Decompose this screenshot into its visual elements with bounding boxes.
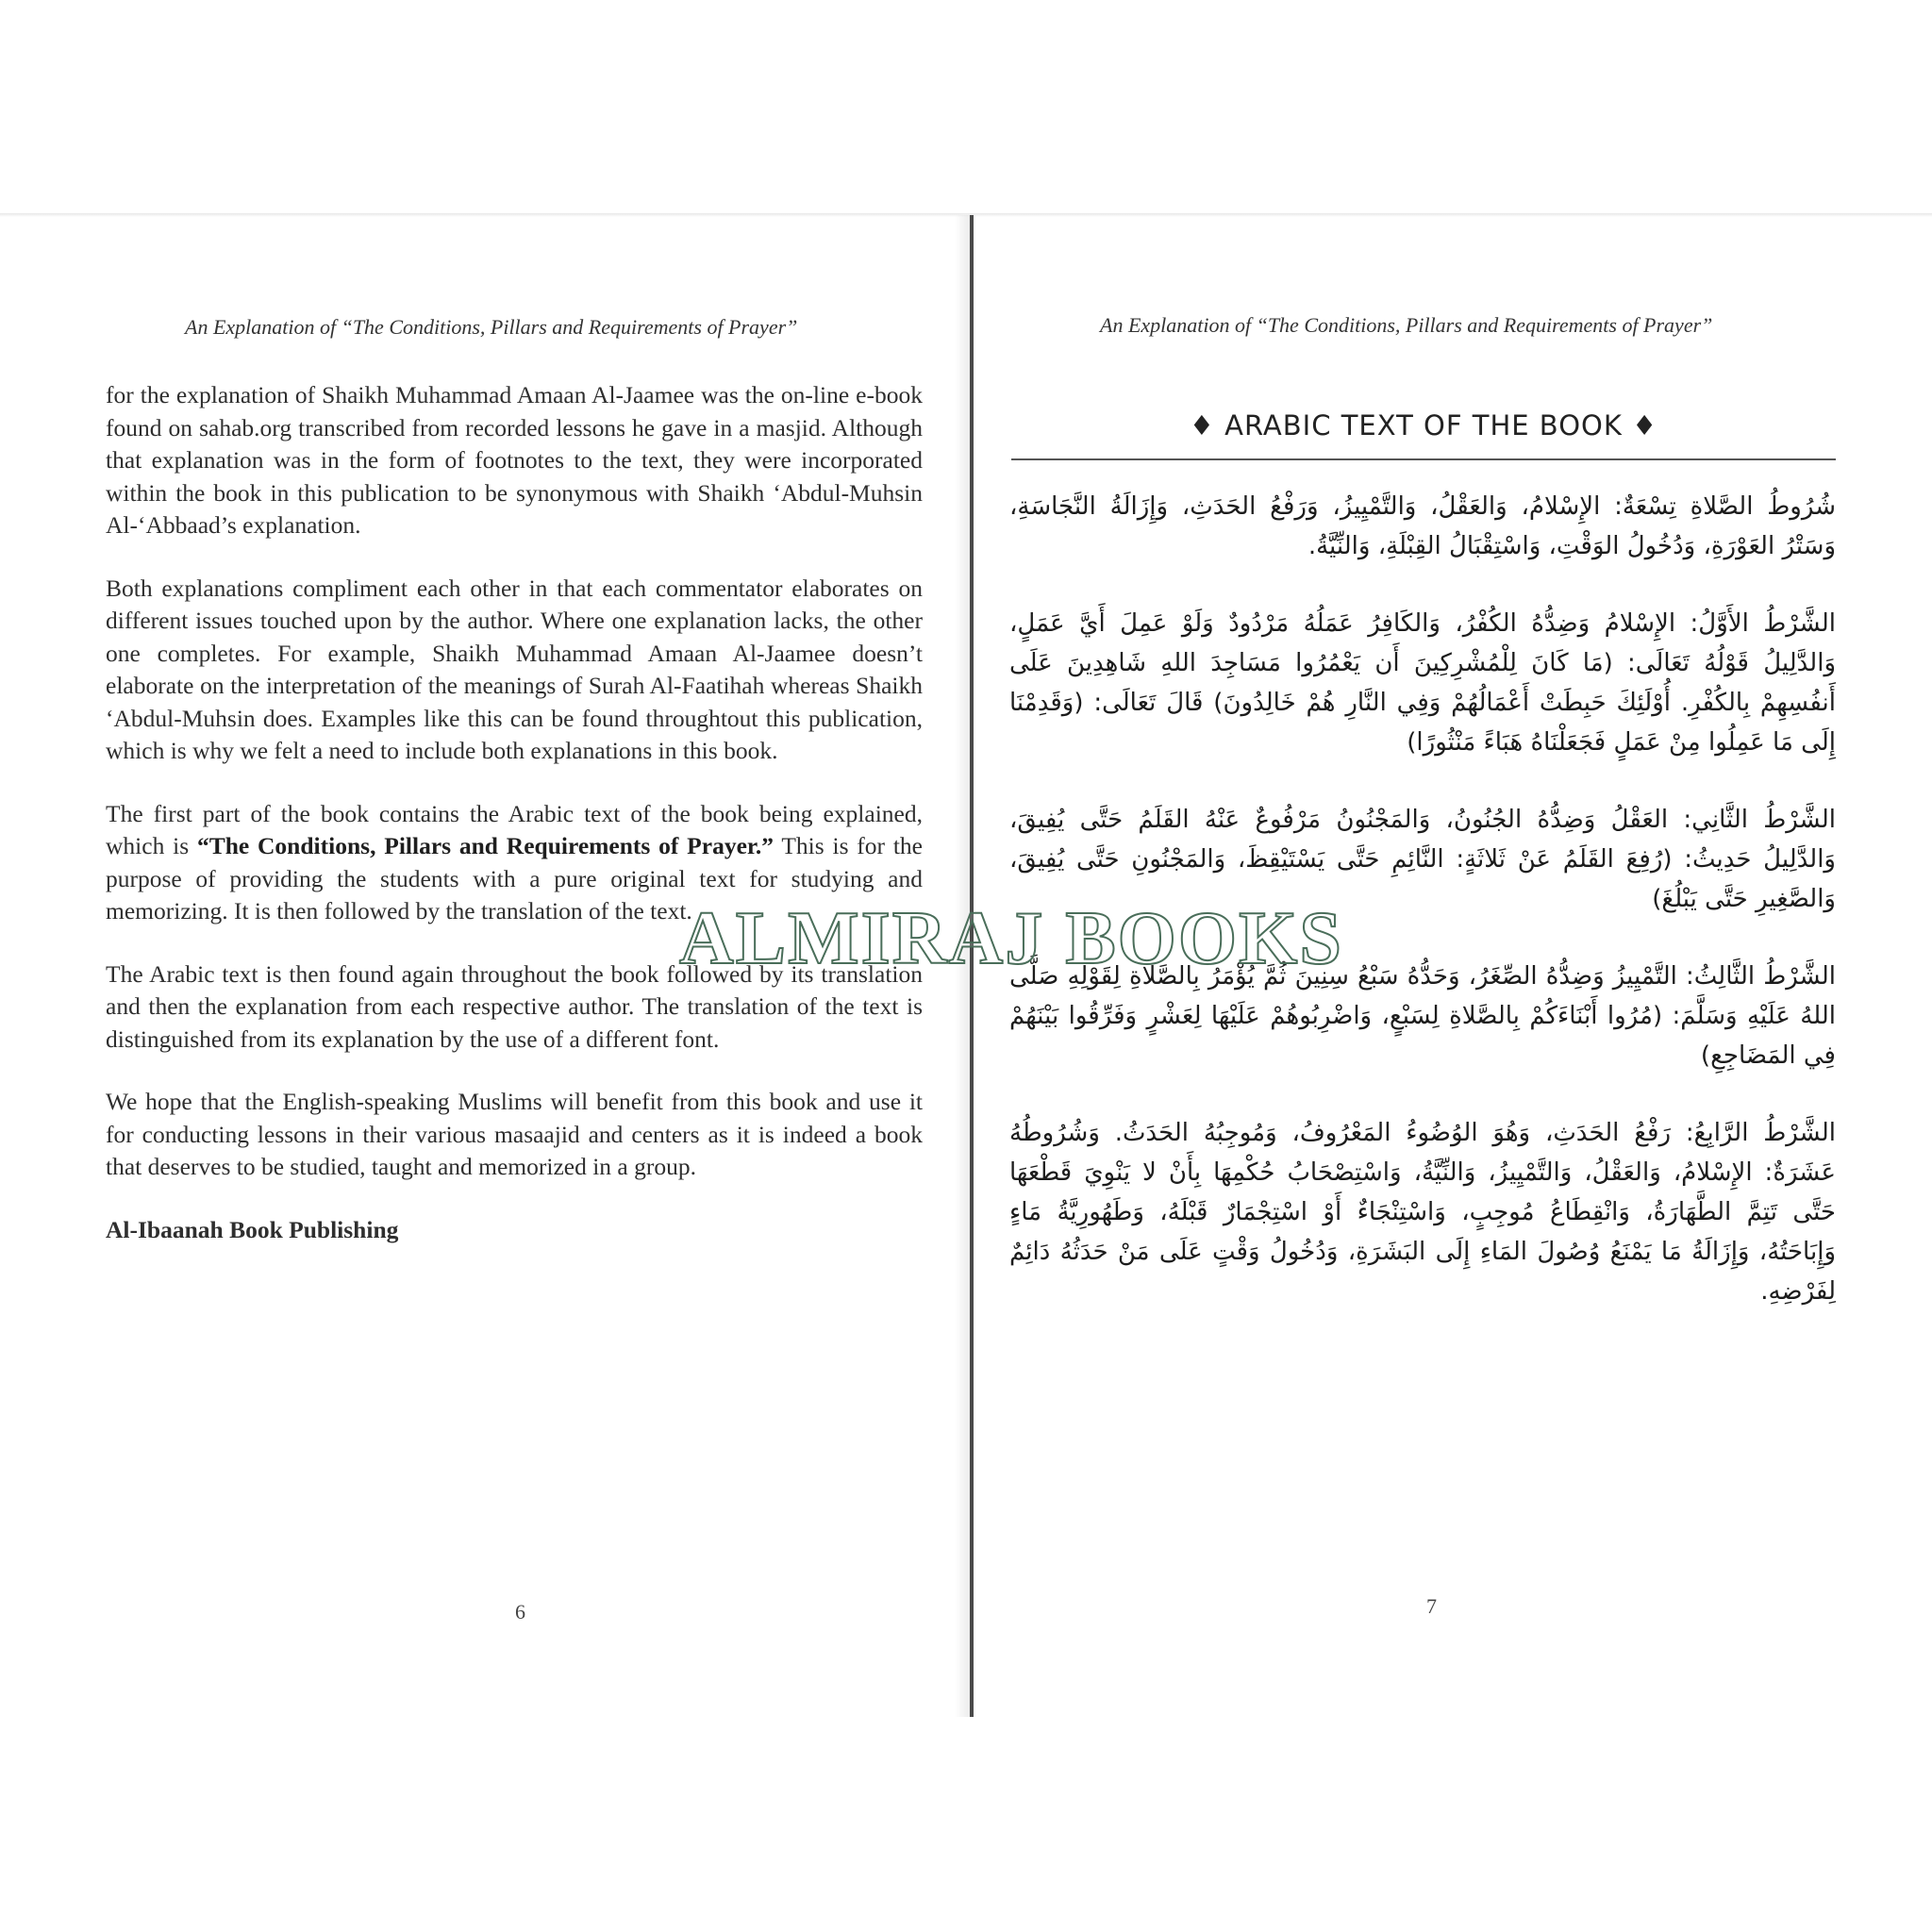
- arabic-paragraph: الشَّرْطُ الأَوَّلُ: الإِسْلامُ وَضِدُّهُ الكُفْرُ، وَالكَافِرُ عَمَلُهُ مَرْدُودٌ وَلَوْ عَمِلَ أَيَّ عَمَلٍ، وَالدَّلِيلُ قَوْلُهُ تَعَالَى: (مَا كَانَ لِلْمُشْرِكِينَ أَن يَعْمُرُوا مَسَاجِدَ اللهِ شَاهِدِينَ عَلَى أَنفُسِهِمْ بِالكُفْرِ. أُوْلَئِكَ حَبِطَتْ أَعْمَالُهُمْ وَفِي النَّارِ هُمْ خَالِدُونَ) قَالَ تَعَالَى: (وَقَدِمْنَا إِلَى مَا عَمِلُوا مِنْ عَمَلٍ فَجَعَلْنَاهُ هَبَاءً مَنْثُورًا): [1009, 609, 1836, 757]
- book-spine: [970, 215, 974, 1717]
- arabic-paragraph: شُرُوطُ الصَّلاةِ تِسْعَةٌ: الإِسْلامُ، وَالعَقْلُ، وَالتَّمْيِيزُ، وَرَفْعُ الحَدَثِ، وَإِزَالَةُ النَّجَاسَةِ، وَسَتْرُ العَوْرَةِ، وَدُخُولُ الوَقْتِ، وَاسْتِقْبَالُ القِبْلَةِ، وَالنِّيَّةُ.: [1009, 492, 1836, 560]
- arabic-paragraph: الشَّرْطُ الثَّانِي: العَقْلُ وَضِدُّهُ الجُنُونُ، وَالمَجْنُونُ مَرْفُوعٌ عَنْهُ القَلَمُ حَتَّى يُفِيقَ، وَالدَّلِيلُ حَدِيثُ: (رُفِعَ القَلَمُ عَنْ ثَلاثَةٍ: النَّائِمِ حَتَّى يَسْتَيْقِظَ، وَالمَجْنُونِ حَتَّى يُفِيقَ، وَالصَّغِيرِ حَتَّى يَبْلُغَ): [1009, 806, 1836, 913]
- paragraph-text: This is for the purpose of providing the students with a pure original text for studying and memorizing. It is then followed by the translation of the text.: [106, 832, 924, 924]
- left-running-header: An Explanation of “The Conditions, Pillars and Requirements of Prayer”: [185, 315, 798, 339]
- publisher-signature: Al-Ibaanah Book Publishing: [106, 1215, 399, 1243]
- left-page-number: 6: [515, 1600, 525, 1624]
- heading-divider: [1011, 458, 1836, 460]
- right-page-number: 7: [1426, 1594, 1437, 1618]
- paragraph: Both explanations compliment each other in that each commentator elaborates on different issues touched upon by the author. Where one explanation lacks, the other one completes. For example, Shaikh Muhammad Amaan Al-Jaamee doesn’t elaborate on the interpretation of the meanings of Surah Al-Faatihah whereas Shaikh ‘Abdul-Muhsin does. Examples like this can be found throughtout this publication, which is why we felt a need to include both explanations in this book.: [106, 574, 923, 764]
- paragraph: The Arabic text is then found again throughout the book followed by its translation and then the explanation from each respective author. The translation of the text is distinguished from its explanation by the use of a different font.: [106, 959, 923, 1053]
- arabic-text-body: [1009, 487, 1836, 1349]
- book-title-bold: “The Conditions, Pillars and Requirements of Prayer.”: [196, 832, 774, 859]
- paragraph: We hope that the English-speaking Muslims will benefit from this book and use it for conducting lessons in their various masaajid and centers as it is indeed a book that deserves to be studied, taught and memorized in a group.: [106, 1088, 923, 1180]
- spine-shadow: [955, 215, 970, 1717]
- section-heading: ♦ ARABIC TEXT OF THE BOOK ♦: [1189, 409, 1658, 441]
- arabic-paragraph: الشَّرْطُ الثَّالِثُ: التَّمْيِيزُ وَضِدُّهُ الصِّغَرُ، وَحَدُّهُ سَبْعُ سِنِينَ ثُمَّ يُؤْمَرُ بِالصَّلاةِ لِقَوْلِهِ صَلَّى اللهُ عَلَيْهِ وَسَلَّمَ: (مُرُوا أَبْنَاءَكُمْ بِالصَّلاةِ لِسَبْعٍ، وَاضْرِبُوهُمْ عَلَيْهَا لِعَشْرٍ وَفَرِّقُوا بَيْنَهُمْ فِي المَضَاجِعِ): [1009, 962, 1836, 1070]
- arabic-paragraph: الشَّرْطُ الرَّابِعُ: رَفْعُ الحَدَثِ، وَهُوَ الوُضُوءُ المَعْرُوفُ، وَمُوجِبُهُ الحَدَثُ. وَشُرُوطُهُ عَشَرَةٌ: الإِسْلامُ، وَالعَقْلُ، وَالتَّمْيِيزُ، وَالنِّيَّةُ، وَاسْتِصْحَابُ حُكْمِهَا بِأَنْ لا يَنْوِيَ قَطْعَهَا حَتَّى تَتِمَّ الطَّهَارَةُ، وَانْقِطَاعُ مُوجِبٍ، وَاسْتِنْجَاءٌ أَوْ اسْتِجْمَارٌ قَبْلَهُ، وَطَهُورِيَّةُ مَاءٍ وَإِبَاحَتُهُ، وَإِزَالَةُ مَا يَمْنَعُ وُصُولَ المَاءِ إِلَى البَشَرَةِ، وَدُخُولُ وَقْتٍ عَلَى مَنْ حَدَثُهُ دَائِمٌ لِفَرْضِهِ.: [1009, 1119, 1836, 1306]
- paragraph: for the explanation of Shaikh Muhammad Amaan Al-Jaamee was the on-line e-book found on sahab.org transcribed from recorded lessons he gave in a masjid. Although that explanation was in the form of footnotes to the text, they were incorporated within the book in this publication to be synonymous with Shaikh ‘Abdul-Muhsin Al-‘Abbaad’s explanation.: [106, 381, 923, 539]
- paragraph: [106, 798, 923, 928]
- left-page-body: [106, 379, 923, 1276]
- paragraph-text: The first part of the book contains the Arabic text of the book being explained, which is: [106, 799, 923, 859]
- watermark: ALMIRAJ BOOKS: [679, 897, 1343, 980]
- right-running-header: An Explanation of “The Conditions, Pillars and Requirements of Prayer”: [1100, 313, 1713, 337]
